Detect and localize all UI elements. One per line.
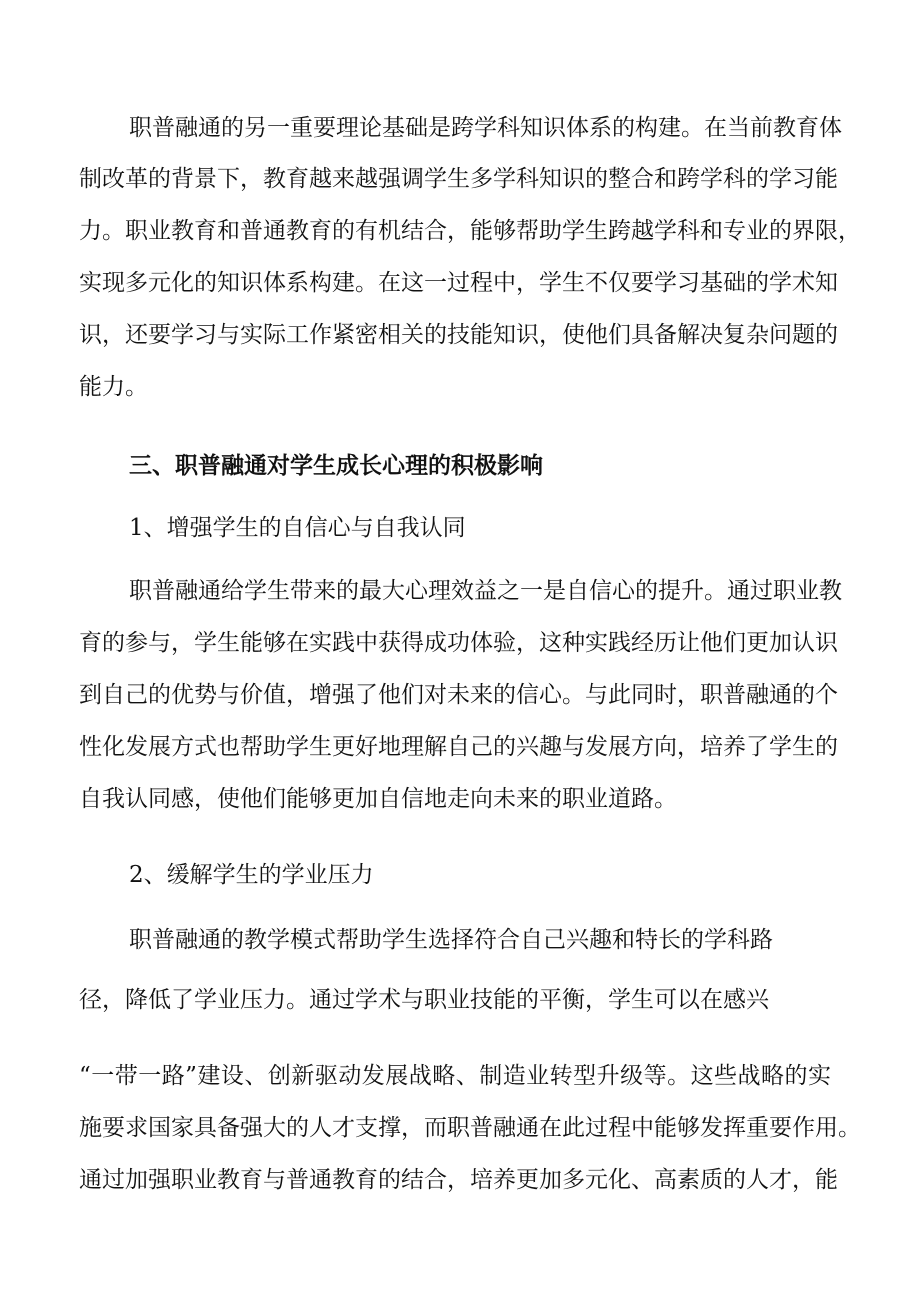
paragraph-line: 力。职业教育和普通教育的有机结合，能够帮助学生跨越学科和专业的界限， bbox=[79, 218, 861, 244]
paragraph-line: 能力。 bbox=[79, 374, 148, 400]
paragraph-line: 通过加强职业教育与普通教育的结合，培养更加多元化、高素质的人才，能 bbox=[79, 1167, 838, 1193]
paragraph-line: 制改革的背景下，教育越来越强调学生多学科知识的整合和跨学科的学习能 bbox=[79, 166, 838, 192]
paragraph-line: 实现多元化的知识体系构建。在这一过程中，学生不仅要学习基础的学术知 bbox=[79, 270, 838, 296]
paragraph-line: 自我认同感，使他们能够更加自信地走向未来的职业道路。 bbox=[79, 786, 677, 812]
subheading-1: 1、增强学生的自信心与自我认同 bbox=[129, 515, 466, 541]
paragraph-line: 施要求国家具备强大的人才支撑，而职普融通在此过程中能够发挥重要作用。 bbox=[79, 1115, 861, 1141]
paragraph-line: 育的参与，学生能够在实践中获得成功体验，这种实践经历让他们更加认识 bbox=[79, 630, 838, 656]
paragraph-line: 职普融通的另一重要理论基础是跨学科知识体系的构建。在当前教育体 bbox=[129, 115, 842, 141]
paragraph-line: 识，还要学习与实际工作紧密相关的技能知识，使他们具备解决复杂问题的 bbox=[79, 322, 838, 348]
paragraph-line: 职普融通的教学模式帮助学生选择符合自己兴趣和特长的学科路 bbox=[129, 927, 773, 953]
paragraph-line: 职普融通给学生带来的最大心理效益之一是自信心的提升。通过职业教 bbox=[129, 578, 842, 604]
paragraph-line: 性化发展方式也帮助学生更好地理解自己的兴趣与发展方向，培养了学生的 bbox=[79, 734, 838, 760]
section-heading: 三、职普融通对学生成长心理的积极影响 bbox=[129, 452, 543, 479]
subheading-2: 2、缓解学生的学业压力 bbox=[129, 862, 374, 888]
paragraph-line: 径，降低了学业压力。通过学术与职业技能的平衡，学生可以在感兴 bbox=[79, 987, 769, 1013]
paragraph-line: 到自己的优势与价值，增强了他们对未来的信心。与此同时，职普融通的个 bbox=[79, 682, 838, 708]
paragraph-line: “一带一路”建设、创新驱动发展战略、制造业转型升级等。这些战略的实 bbox=[79, 1063, 831, 1089]
